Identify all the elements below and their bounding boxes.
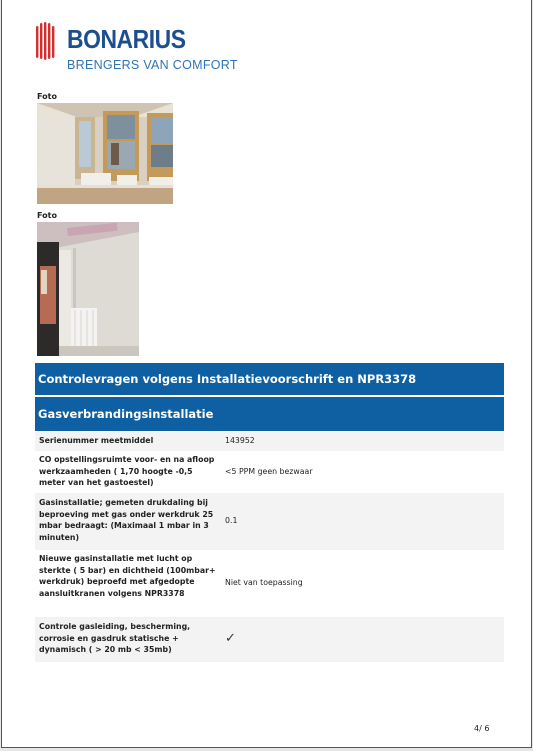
inspection-table bbox=[35, 432, 504, 662]
row-question: CO opstellingsruimte voor- en na afloop werkzaamheden ( 1,70 hoogte -0,5 meter van het gastoestel) bbox=[39, 454, 215, 488]
checkmark-icon: ✓ bbox=[225, 631, 236, 647]
brand-name: BONARIUS bbox=[67, 24, 186, 54]
page-number: 4/ 6 bbox=[474, 724, 490, 733]
report-page bbox=[1, 0, 532, 748]
photo-label: Foto bbox=[37, 211, 57, 220]
row-question: Nieuwe gasinstallatie met lucht op sterkte ( 5 bar) en dichtheid (100mbar+ werkdruk) beproefd met afgedopte aansluitkranen volgens NPR3378 bbox=[39, 553, 216, 599]
table-row bbox=[35, 618, 504, 662]
table-row bbox=[35, 494, 504, 550]
photo-label: Foto bbox=[37, 92, 57, 101]
section-heading: Controlevragen volgens Installatievoorschrift en NPR3378 bbox=[35, 363, 504, 395]
table-row bbox=[35, 550, 504, 618]
row-question: Gasinstallatie; gemeten drukdaling bij beproeving met gas onder werkdruk 25 mbar bedraagt: (Maximaal 1 mbar in 3 minuten) bbox=[39, 497, 214, 543]
row-answer: <5 PPM geen bezwaar bbox=[225, 466, 313, 476]
row-question: Serienummer meetmiddel bbox=[39, 436, 154, 445]
row-answer: Niet van toepassing bbox=[225, 578, 303, 588]
flame-logo-icon bbox=[36, 22, 56, 60]
table-row bbox=[35, 432, 504, 451]
row-answer: 0.1 bbox=[225, 516, 238, 526]
photo-radiator-wall bbox=[37, 222, 139, 356]
row-question: Controle gasleiding, bescherming, corrosie en gasdruk statische + dynamisch ( > 20 mb < 35mb) bbox=[39, 621, 191, 655]
row-answer-cell bbox=[225, 618, 504, 661]
table-row bbox=[35, 451, 504, 494]
row-answer: 143952 bbox=[225, 436, 255, 445]
brand-tagline: BRENGERS VAN COMFORT bbox=[67, 58, 238, 72]
photo-bay-window bbox=[37, 103, 173, 204]
section-subheading: Gasverbrandingsinstallatie bbox=[35, 397, 504, 431]
